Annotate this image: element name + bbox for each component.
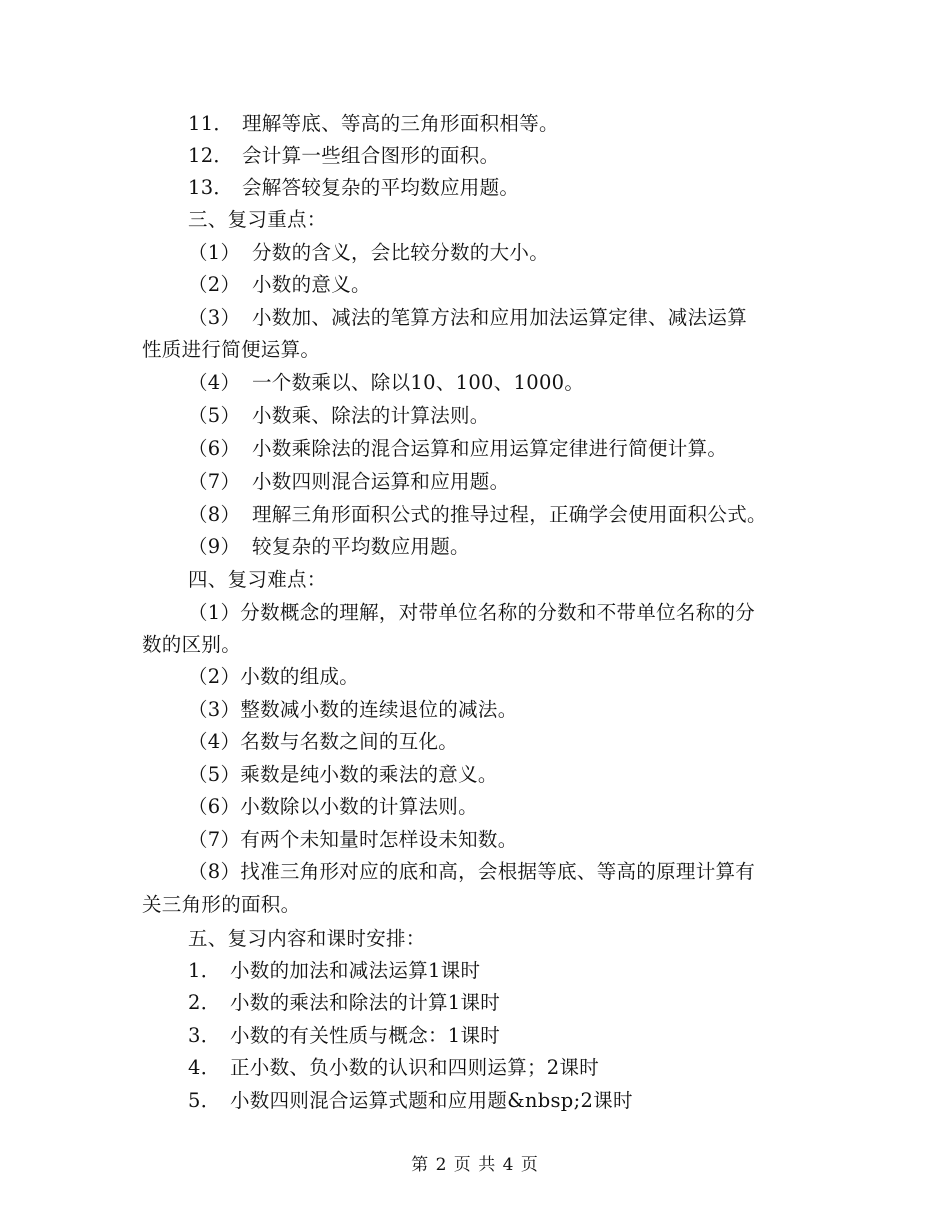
difficulty-item: （5）乘数是纯小数的乘法的意义。 bbox=[188, 763, 498, 786]
item-number: 3． bbox=[188, 1024, 221, 1047]
difficulty-item: （6）小数除以小数的计算法则。 bbox=[188, 795, 478, 818]
objective-item bbox=[188, 173, 519, 203]
item-text: 小数的加法和减法运算1课时 bbox=[230, 959, 481, 982]
item-number: 1． bbox=[188, 959, 221, 982]
page-number-footer: 第 2 页 共 4 页 bbox=[411, 1155, 539, 1175]
item-text: 小数的意义。 bbox=[252, 273, 371, 296]
item-text: 小数乘除法的混合运算和应用运算定律进行简便计算。 bbox=[252, 437, 728, 460]
difficulty-continuation: 关三角形的面积。 bbox=[142, 893, 301, 916]
objective-item bbox=[188, 109, 559, 139]
item-number: （3） bbox=[188, 306, 241, 329]
item-text: 正小数、负小数的认识和四则运算；2课时 bbox=[230, 1056, 600, 1079]
item-text: 较复杂的平均数应用题。 bbox=[252, 535, 470, 558]
item-number: （7） bbox=[188, 470, 241, 493]
key-point-item bbox=[188, 368, 584, 398]
schedule-item bbox=[188, 988, 500, 1018]
section-heading-key-points: 三、复习重点： bbox=[188, 208, 327, 231]
key-point-continuation: 性质进行简便运算。 bbox=[142, 338, 321, 361]
key-point-item bbox=[188, 401, 490, 431]
item-number: （5） bbox=[188, 404, 241, 427]
item-number: （2） bbox=[188, 273, 241, 296]
item-text: 分数的含义，会比较分数的大小。 bbox=[252, 241, 550, 264]
key-point-item bbox=[188, 467, 509, 497]
difficulty-item: （1）分数概念的理解，对带单位名称的分数和不带单位名称的分 bbox=[188, 601, 756, 624]
key-point-item bbox=[188, 500, 767, 530]
item-text: 小数四则混合运算式题和应用题&nbsp;2课时 bbox=[230, 1089, 633, 1112]
item-text: 一个数乘以、除以10、100、1000。 bbox=[252, 371, 585, 394]
item-number: 2． bbox=[188, 991, 221, 1014]
difficulty-continuation: 数的区别。 bbox=[142, 633, 242, 656]
item-number: 11． bbox=[188, 112, 234, 135]
item-number: 13． bbox=[188, 176, 234, 199]
key-point-item bbox=[188, 270, 371, 300]
key-point-item bbox=[188, 238, 549, 268]
section-heading-schedule: 五、复习内容和课时安排： bbox=[188, 927, 426, 950]
difficulty-item: （2）小数的组成。 bbox=[188, 665, 360, 688]
objective-item bbox=[188, 141, 499, 171]
schedule-item bbox=[188, 1021, 500, 1051]
item-text: 会计算一些组合图形的面积。 bbox=[242, 144, 500, 167]
item-text: 小数加、减法的笔算方法和应用加法运算定律、减法运算 bbox=[252, 306, 748, 329]
item-number: （1） bbox=[188, 241, 241, 264]
item-number: 12． bbox=[188, 144, 234, 167]
item-number: 4． bbox=[188, 1056, 221, 1079]
item-number: （8） bbox=[188, 503, 241, 526]
item-text: 小数的有关性质与概念：1课时 bbox=[230, 1024, 501, 1047]
schedule-item bbox=[188, 956, 480, 986]
section-heading-difficulties: 四、复习难点： bbox=[188, 568, 327, 591]
item-number: （6） bbox=[188, 437, 241, 460]
item-number: （4） bbox=[188, 371, 241, 394]
difficulty-item: （7）有两个未知量时怎样设未知数。 bbox=[188, 828, 518, 851]
item-text: 小数乘、除法的计算法则。 bbox=[252, 404, 490, 427]
schedule-item bbox=[188, 1053, 599, 1083]
key-point-item bbox=[188, 532, 470, 562]
item-text: 会解答较复杂的平均数应用题。 bbox=[242, 176, 520, 199]
difficulty-item: （8）找准三角形对应的底和高，会根据等底、等高的原理计算有 bbox=[188, 860, 756, 883]
difficulty-item: （4）名数与名数之间的互化。 bbox=[188, 730, 459, 753]
key-point-item bbox=[188, 434, 727, 464]
item-text: 理解等底、等高的三角形面积相等。 bbox=[242, 112, 559, 135]
item-text: 小数的乘法和除法的计算1课时 bbox=[230, 991, 501, 1014]
item-number: 5． bbox=[188, 1089, 221, 1112]
item-number: （9） bbox=[188, 535, 241, 558]
key-point-item bbox=[188, 303, 747, 333]
schedule-item bbox=[188, 1086, 633, 1116]
item-text: 理解三角形面积公式的推导过程，正确学会使用面积公式。 bbox=[252, 503, 767, 526]
difficulty-item: （3）整数减小数的连续退位的减法。 bbox=[188, 698, 518, 721]
item-text: 小数四则混合运算和应用题。 bbox=[252, 470, 510, 493]
